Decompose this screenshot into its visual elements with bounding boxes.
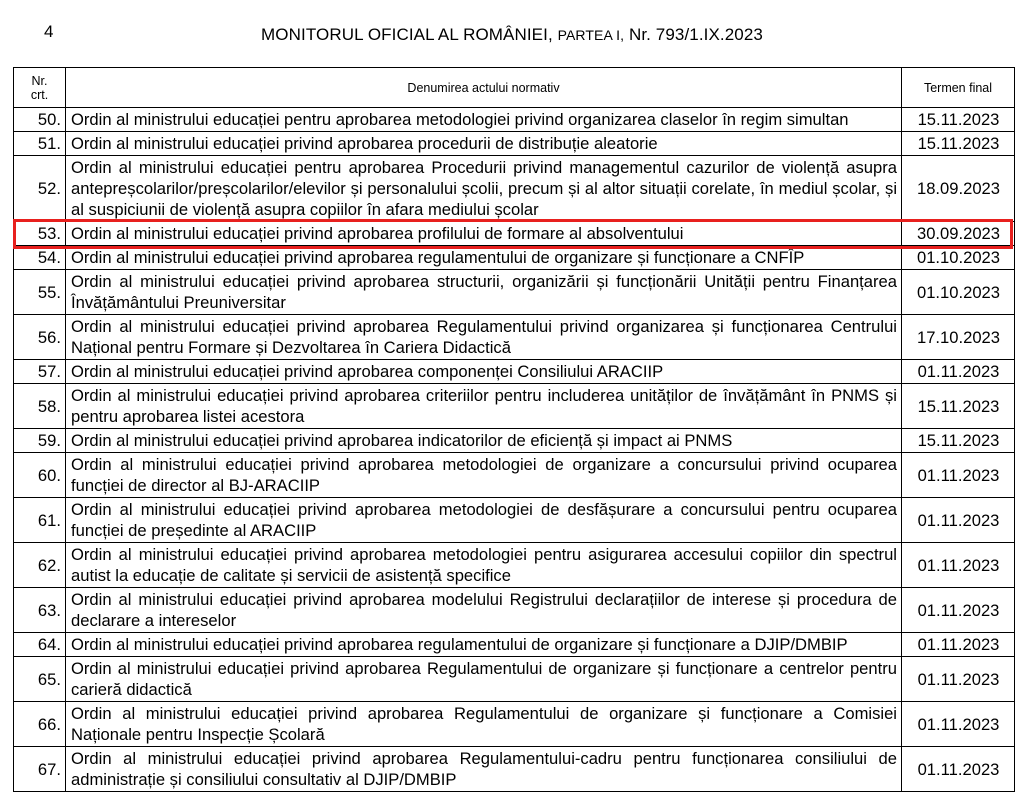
table-row [14, 657, 1015, 702]
row-number: 65. [14, 657, 66, 702]
table-row [14, 588, 1015, 633]
act-name: Ordin al ministrului educației privind aprobarea metodologiei de organizare a concursului privind ocuparea funcției de director al BJ-ARACIIP [66, 453, 902, 498]
act-name: Ordin al ministrului educației privind aprobarea Regulamentului privind organizarea și funcționarea Centrului Național pentru Formare și Dezvoltarea în Cariera Didactică [66, 315, 902, 360]
act-name: Ordin al ministrului educației privind aprobarea modelului Registrului declarațiilor de interese și procedura de declarare a intereselor [66, 588, 902, 633]
table-row [14, 270, 1015, 315]
final-deadline: 01.11.2023 [902, 498, 1015, 543]
table-row [14, 543, 1015, 588]
normative-acts-table [13, 67, 1015, 792]
table-row [14, 384, 1015, 429]
table-row [14, 747, 1015, 792]
page-number: 4 [44, 22, 54, 41]
row-number: 62. [14, 543, 66, 588]
table-row [14, 132, 1015, 156]
final-deadline: 15.11.2023 [902, 384, 1015, 429]
final-deadline: 18.09.2023 [902, 156, 1015, 222]
final-deadline: 01.11.2023 [902, 588, 1015, 633]
row-number: 55. [14, 270, 66, 315]
row-number: 67. [14, 747, 66, 792]
row-number: 64. [14, 633, 66, 657]
act-name: Ordin al ministrului educației pentru aprobarea metodologiei privind organizarea claselor în regim simultan [66, 108, 902, 132]
table-row [14, 702, 1015, 747]
page-header [0, 25, 1024, 45]
publication-title: MONITORUL OFICIAL AL ROMÂNIEI, [261, 25, 553, 44]
act-name: Ordin al ministrului educației privind aprobarea regulamentului de organizare și funcționare a DJIP/DMBIP [66, 633, 902, 657]
row-number: 61. [14, 498, 66, 543]
row-number: 57. [14, 360, 66, 384]
table-row [14, 156, 1015, 222]
act-name: Ordin al ministrului educației privind aprobarea metodologiei de desfășurare a concursului pentru ocuparea funcției de președinte al ARACIIP [66, 498, 902, 543]
row-number: 50. [14, 108, 66, 132]
table-row [14, 222, 1015, 246]
table-row [14, 360, 1015, 384]
final-deadline: 30.09.2023 [902, 222, 1015, 246]
final-deadline: 17.10.2023 [902, 315, 1015, 360]
final-deadline: 01.11.2023 [902, 453, 1015, 498]
row-number: 58. [14, 384, 66, 429]
row-number: 56. [14, 315, 66, 360]
table-row [14, 498, 1015, 543]
publication-part: PARTEA I, [557, 27, 625, 43]
table-row [14, 453, 1015, 498]
act-name: Ordin al ministrului educației privind aprobarea procedurii de distribuție aleatorie [66, 132, 902, 156]
table-body [14, 108, 1015, 792]
final-deadline: 01.11.2023 [902, 747, 1015, 792]
act-name: Ordin al ministrului educației privind aprobarea componenței Consiliului ARACIIP [66, 360, 902, 384]
final-deadline: 01.11.2023 [902, 702, 1015, 747]
act-name: Ordin al ministrului educației privind aprobarea profilului de formare al absolventului [66, 222, 902, 246]
column-header-nr-line2: crt. [30, 87, 49, 102]
row-number: 51. [14, 132, 66, 156]
table-row [14, 108, 1015, 132]
table-header-row [14, 68, 1015, 108]
final-deadline: 15.11.2023 [902, 132, 1015, 156]
act-name: Ordin al ministrului educației pentru aprobarea Procedurii privind managementul cazurilor de violență asupra antepreșcolarilor/preșcolarilor/elevilor și personalului școlii, precum și al altor situații corelate, în mediul școlar, și al suspiciunii de violență asupra copiilor în afara mediului școlar [66, 156, 902, 222]
act-name: Ordin al ministrului educației privind aprobarea metodologiei pentru asigurarea accesului copiilor din spectrul autist la educație de calitate și servicii de asistență specifice [66, 543, 902, 588]
row-number: 63. [14, 588, 66, 633]
act-name: Ordin al ministrului educației privind aprobarea regulamentului de organizare și funcționare a CNFÎP [66, 246, 902, 270]
row-number: 53. [14, 222, 66, 246]
final-deadline: 15.11.2023 [902, 108, 1015, 132]
row-number: 60. [14, 453, 66, 498]
row-number: 59. [14, 429, 66, 453]
final-deadline: 01.11.2023 [902, 543, 1015, 588]
column-header-term: Termen final [902, 68, 1015, 108]
column-header-name: Denumirea actului normativ [66, 68, 902, 108]
table-row [14, 633, 1015, 657]
final-deadline: 01.11.2023 [902, 360, 1015, 384]
table-row [14, 246, 1015, 270]
publication-issue: Nr. 793/1.IX.2023 [628, 25, 763, 44]
table-row [14, 315, 1015, 360]
column-header-nr [14, 68, 66, 108]
act-name: Ordin al ministrului educației privind aprobarea criteriilor pentru includerea unităților de învățământ în PNMS și pentru aprobarea listei acestora [66, 384, 902, 429]
final-deadline: 01.11.2023 [902, 657, 1015, 702]
column-header-nr-line1: Nr. [31, 73, 48, 88]
act-name: Ordin al ministrului educației privind aprobarea Regulamentului de organizare și funcționare a Comisiei Naționale pentru Inspecție Școlară [66, 702, 902, 747]
act-name: Ordin al ministrului educației privind aprobarea structurii, organizării și funcționării Unității pentru Finanțarea Învățământului Preuniversitar [66, 270, 902, 315]
row-number: 54. [14, 246, 66, 270]
act-name: Ordin al ministrului educației privind aprobarea indicatorilor de eficiență și impact ai PNMS [66, 429, 902, 453]
final-deadline: 01.10.2023 [902, 270, 1015, 315]
table-row [14, 429, 1015, 453]
final-deadline: 01.10.2023 [902, 246, 1015, 270]
act-name: Ordin al ministrului educației privind aprobarea Regulamentului de organizare și funcționare a centrelor pentru carieră didactică [66, 657, 902, 702]
final-deadline: 01.11.2023 [902, 633, 1015, 657]
row-number: 52. [14, 156, 66, 222]
final-deadline: 15.11.2023 [902, 429, 1015, 453]
act-name: Ordin al ministrului educației privind aprobarea Regulamentului-cadru pentru funcționarea consiliului de administrație și consiliului consultativ al DJIP/DMBIP [66, 747, 902, 792]
row-number: 66. [14, 702, 66, 747]
